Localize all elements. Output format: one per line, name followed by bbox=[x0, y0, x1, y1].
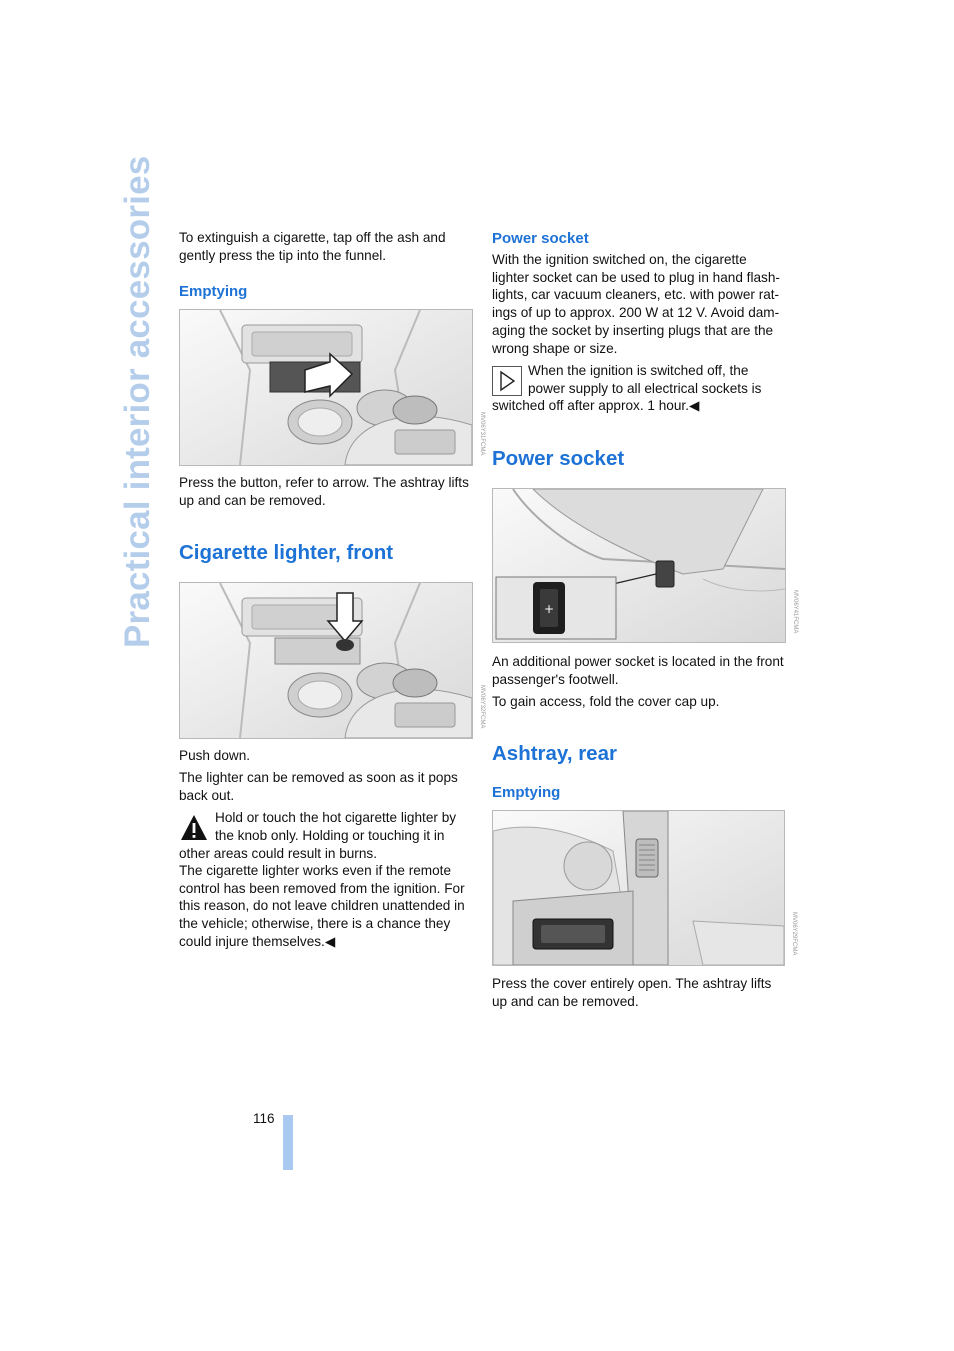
removal-text: The lighter can be removed as soon as it pops back out. bbox=[179, 770, 458, 803]
push-down-text: Push down. bbox=[179, 748, 251, 763]
figure2-code: MV06Y32FCMA bbox=[479, 685, 485, 729]
ashtray-rear-heading: Ashtray, rear bbox=[492, 742, 617, 765]
note-line-1: When the ignition is switched off, the bbox=[528, 363, 749, 378]
rear-caption: Press the cover entirely open. The ashtray lifts up and can be removed. bbox=[492, 976, 772, 1009]
figure1-caption: Press the button, refer to arrow. The ashtray lifts up and can be removed. bbox=[179, 475, 469, 508]
access-text: To gain access, fold the cover cap up. bbox=[492, 694, 720, 709]
note-play-icon bbox=[492, 366, 522, 401]
power-socket-figure bbox=[492, 488, 786, 643]
page-number: 116 bbox=[253, 1111, 275, 1126]
figure3-code: MV06Y41FCMA bbox=[792, 590, 798, 634]
lighter-figure bbox=[179, 582, 473, 739]
note-continuation: switched off after approx. 1 hour.◀ bbox=[492, 398, 700, 413]
warning-icon bbox=[179, 813, 209, 848]
warning-continuation: The cigarette lighter works even if the remote control has been removed from the ignition. For this reason, do not leave children unattended in the vehicle; otherwise, there is a chance they could injure themselves.◀ bbox=[179, 863, 465, 949]
rear-emptying-heading: Emptying bbox=[492, 784, 561, 801]
emptying-heading: Emptying bbox=[179, 283, 248, 300]
page-marker-bar bbox=[283, 1115, 293, 1170]
figure1-code: MV06Y31FCMA bbox=[479, 412, 485, 456]
warning-line-3: other areas could result in burns. bbox=[179, 846, 377, 861]
intro-text: To extinguish a cigarette, tap off the ash and gently press the tip into the funnel. bbox=[179, 230, 446, 263]
warning-line-2: the knob only. Holding or touching it in bbox=[215, 828, 445, 843]
lighter-heading: Cigarette lighter, front bbox=[179, 541, 394, 564]
figure4-code: MV06Y29FCMA bbox=[791, 912, 797, 956]
additional-socket-text: An additional power socket is located in the front passenger's footwell. bbox=[492, 654, 784, 687]
warning-line-1: Hold or touch the hot cigarette lighter by bbox=[215, 810, 457, 825]
chapter-side-title: Practical interior accessories bbox=[118, 155, 157, 648]
note-line-2: power supply to all electrical sockets is bbox=[528, 381, 762, 396]
ashtray-rear-figure bbox=[492, 810, 785, 966]
svg-text:+: + bbox=[543, 602, 555, 616]
power-socket-heading: Power socket bbox=[492, 447, 625, 470]
power-socket-text: With the ignition switched on, the cigarette lighter socket can be used to plug in hand flash-lights, car vacuum cleaners, etc. with power rat-ings of up to approx. 200 W at 12 V. Avoid dam-aging the socket by inserting plugs that are the wrong shape or size. bbox=[492, 252, 780, 356]
power-socket-subheading: Power socket bbox=[492, 230, 589, 247]
ashtray-front-figure bbox=[179, 309, 473, 466]
